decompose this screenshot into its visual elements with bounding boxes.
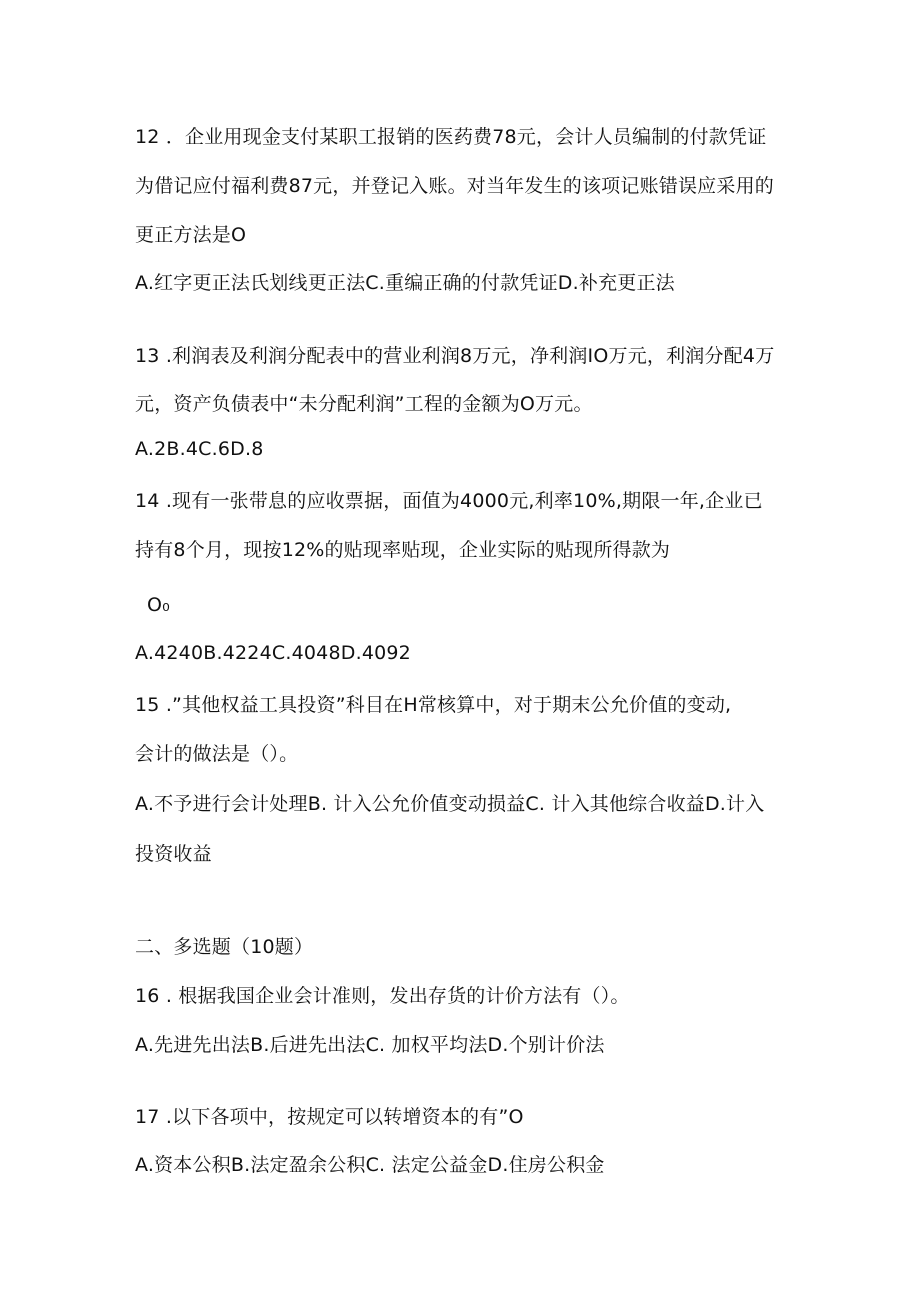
question-13-options: A.2B.4C.6D.8 [135, 438, 264, 460]
question-12-line-3: 更正方法是O [135, 224, 247, 246]
question-14-options: A.4240B.4224C.4048D.4092 [135, 642, 411, 664]
question-15-options-line-2: 投资收益 [135, 843, 212, 865]
question-17-line-1: 17 .以下各项中，按规定可以转增资本的有”O [135, 1106, 524, 1128]
question-14-line-1: 14 .现有一张带息的应收票据，面值为4000元,利率10%,期限一年,企业已 [135, 490, 763, 512]
question-14-line-3: O₀ [147, 594, 170, 616]
section-title: 二、多选题（10题） [135, 936, 314, 958]
question-12-options: A.红字更正法氏划线更正法C.重编正确的付款凭证D.补充更正法 [135, 272, 675, 294]
question-16-options: A.先进先出法B.后进先出法C. 加权平均法D.个别计价法 [135, 1034, 605, 1056]
question-14-line-2: 持有8个月，现按12%的贴现率贴现，企业实际的贴现所得款为 [135, 539, 671, 561]
question-13-line-2: 元，资产负债表中“未分配利润”工程的金额为O万元。 [135, 393, 593, 415]
question-12-line-1: 12 ．企业用现金支付某职工报销的医药费78元，会计人员编制的付款凭证 [135, 126, 767, 148]
question-15-line-1: 15 .”其他权益工具投资”科目在H常核算中，对于期末公允价值的变动, [135, 694, 732, 716]
question-17-options: A.资本公积B.法定盈余公积C. 法定公益金D.住房公积金 [135, 1154, 605, 1176]
question-16-line-1: 16 . 根据我国企业会计准则，发出存货的计价方法有（）。 [135, 985, 630, 1007]
question-15-options-line-1: A.不予进行会计处理B. 计入公允价值变动损益C. 计入其他综合收益D.计入 [135, 793, 765, 815]
question-15-line-2: 会计的做法是（）。 [135, 743, 299, 765]
question-12-line-2: 为借记应付福利费87元，并登记入账。对当年发生的该项记账错误应采用的 [135, 175, 774, 197]
question-13-line-1: 13 .利润表及利润分配表中的营业利润8万元，净利润IO万元，利润分配4万 [135, 345, 775, 367]
